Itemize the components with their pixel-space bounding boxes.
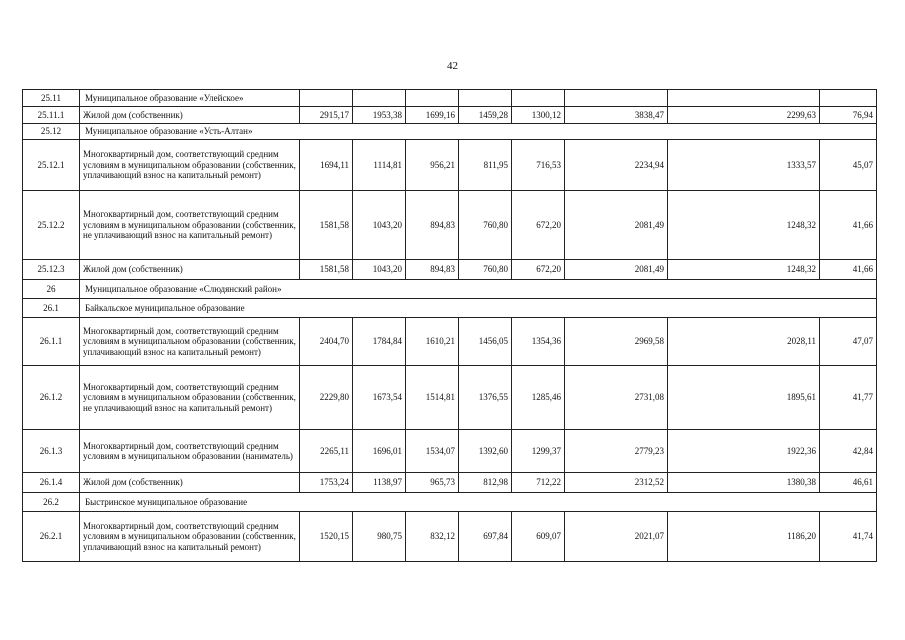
value-cell: 47,07	[820, 318, 877, 366]
row-code: 25.11	[23, 90, 80, 107]
table-row	[23, 140, 877, 191]
value-cell: 41,66	[820, 260, 877, 280]
section-row	[23, 493, 877, 512]
value-cell: 1534,07	[406, 430, 459, 473]
value-cell: 1380,38	[668, 473, 820, 493]
value-cell: 3838,47	[565, 107, 668, 124]
empty-cell	[668, 90, 820, 107]
value-cell: 1895,61	[668, 366, 820, 430]
value-cell: 1392,60	[459, 430, 512, 473]
value-cell: 42,84	[820, 430, 877, 473]
value-cell: 46,61	[820, 473, 877, 493]
empty-cell	[353, 90, 406, 107]
empty-cell	[459, 90, 512, 107]
value-cell: 1922,36	[668, 430, 820, 473]
table-row	[23, 430, 877, 473]
value-cell: 956,21	[406, 140, 459, 191]
section-row	[23, 124, 877, 140]
row-description: Многоквартирный дом, соответствующий средним условиям в муниципальном образовании (собственник, уплачивающий взнос на капитальный ремонт)	[80, 318, 300, 366]
value-cell: 812,98	[459, 473, 512, 493]
row-description: Многоквартирный дом, соответствующий средним условиям в муниципальном образовании (собственник, уплачивающий взнос на капитальный ремонт)	[80, 140, 300, 191]
value-cell: 2265,11	[300, 430, 353, 473]
row-code: 26.1.1	[23, 318, 80, 366]
value-cell: 45,07	[820, 140, 877, 191]
section-title: Байкальское муниципальное образование	[80, 299, 877, 318]
section-title: Муниципальное образование «Слюдянский район»	[80, 280, 877, 299]
value-cell: 1514,81	[406, 366, 459, 430]
value-cell: 2021,07	[565, 512, 668, 562]
value-cell: 41,66	[820, 191, 877, 260]
row-code: 25.12.3	[23, 260, 80, 280]
row-code: 26.1.3	[23, 430, 80, 473]
value-cell: 1699,16	[406, 107, 459, 124]
row-code: 26	[23, 280, 80, 299]
section-title: Быстринское муниципальное образование	[80, 493, 877, 512]
row-code: 25.12.1	[23, 140, 80, 191]
row-description: Жилой дом (собственник)	[80, 473, 300, 493]
value-cell: 609,07	[512, 512, 565, 562]
empty-cell	[300, 90, 353, 107]
value-cell: 1354,36	[512, 318, 565, 366]
value-cell: 697,84	[459, 512, 512, 562]
row-code: 26.1	[23, 299, 80, 318]
row-code: 26.1.2	[23, 366, 80, 430]
section-row	[23, 280, 877, 299]
value-cell: 672,20	[512, 191, 565, 260]
section-row	[23, 299, 877, 318]
value-cell: 1953,38	[353, 107, 406, 124]
value-cell: 2312,52	[565, 473, 668, 493]
row-code: 25.11.1	[23, 107, 80, 124]
value-cell: 2229,80	[300, 366, 353, 430]
value-cell: 1299,37	[512, 430, 565, 473]
value-cell: 2299,63	[668, 107, 820, 124]
row-description: Многоквартирный дом, соответствующий средним условиям в муниципальном образовании (собственник, не уплачивающий взнос на капитальный ремонт)	[80, 366, 300, 430]
value-cell: 894,83	[406, 260, 459, 280]
value-cell: 2731,08	[565, 366, 668, 430]
value-cell: 2915,17	[300, 107, 353, 124]
value-cell: 2028,11	[668, 318, 820, 366]
value-cell: 811,95	[459, 140, 512, 191]
row-description: Жилой дом (собственник)	[80, 260, 300, 280]
table-row	[23, 107, 877, 124]
row-code: 26.2	[23, 493, 80, 512]
empty-cell	[565, 90, 668, 107]
value-cell: 1459,28	[459, 107, 512, 124]
table-row	[23, 512, 877, 562]
tariff-table	[22, 89, 877, 562]
value-cell: 672,20	[512, 260, 565, 280]
value-cell: 1114,81	[353, 140, 406, 191]
row-description: Многоквартирный дом, соответствующий средним условиям в муниципальном образовании (собственник, не уплачивающий взнос на капитальный ремонт)	[80, 191, 300, 260]
value-cell: 1673,54	[353, 366, 406, 430]
value-cell: 41,77	[820, 366, 877, 430]
value-cell: 894,83	[406, 191, 459, 260]
row-description: Многоквартирный дом, соответствующий средним условиям в муниципальном образовании (наниматель)	[80, 430, 300, 473]
value-cell: 1753,24	[300, 473, 353, 493]
table-body	[23, 90, 877, 562]
value-cell: 1300,12	[512, 107, 565, 124]
empty-cell	[820, 90, 877, 107]
value-cell: 1581,58	[300, 191, 353, 260]
value-cell: 1186,20	[668, 512, 820, 562]
value-cell: 2081,49	[565, 191, 668, 260]
value-cell: 2779,23	[565, 430, 668, 473]
section-row	[23, 90, 877, 107]
value-cell: 1248,32	[668, 260, 820, 280]
value-cell: 1696,01	[353, 430, 406, 473]
value-cell: 1248,32	[668, 191, 820, 260]
value-cell: 2404,70	[300, 318, 353, 366]
table-row	[23, 318, 877, 366]
value-cell: 2234,94	[565, 140, 668, 191]
page-number: 42	[447, 60, 458, 72]
value-cell: 1043,20	[353, 191, 406, 260]
value-cell: 980,75	[353, 512, 406, 562]
table-row	[23, 191, 877, 260]
value-cell: 1581,58	[300, 260, 353, 280]
value-cell: 716,53	[512, 140, 565, 191]
empty-cell	[512, 90, 565, 107]
value-cell: 1694,11	[300, 140, 353, 191]
value-cell: 760,80	[459, 191, 512, 260]
row-code: 25.12	[23, 124, 80, 140]
row-description: Жилой дом (собственник)	[80, 107, 300, 124]
value-cell: 1784,84	[353, 318, 406, 366]
value-cell: 965,73	[406, 473, 459, 493]
value-cell: 2969,58	[565, 318, 668, 366]
table-row	[23, 260, 877, 280]
row-code: 26.1.4	[23, 473, 80, 493]
value-cell: 1043,20	[353, 260, 406, 280]
value-cell: 1376,55	[459, 366, 512, 430]
row-code: 26.2.1	[23, 512, 80, 562]
value-cell: 712,22	[512, 473, 565, 493]
section-title: Муниципальное образование «Усть-Алтан»	[80, 124, 877, 140]
row-code: 25.12.2	[23, 191, 80, 260]
row-description: Многоквартирный дом, соответствующий средним условиям в муниципальном образовании (собственник, уплачивающий взнос на капитальный ремонт)	[80, 512, 300, 562]
value-cell: 1520,15	[300, 512, 353, 562]
empty-cell	[406, 90, 459, 107]
value-cell: 1285,46	[512, 366, 565, 430]
value-cell: 1610,21	[406, 318, 459, 366]
table-row	[23, 473, 877, 493]
value-cell: 2081,49	[565, 260, 668, 280]
table-row	[23, 366, 877, 430]
value-cell: 832,12	[406, 512, 459, 562]
value-cell: 1138,97	[353, 473, 406, 493]
value-cell: 760,80	[459, 260, 512, 280]
value-cell: 76,94	[820, 107, 877, 124]
value-cell: 1456,05	[459, 318, 512, 366]
value-cell: 1333,57	[668, 140, 820, 191]
value-cell: 41,74	[820, 512, 877, 562]
section-title: Муниципальное образование «Улейское»	[80, 90, 300, 107]
